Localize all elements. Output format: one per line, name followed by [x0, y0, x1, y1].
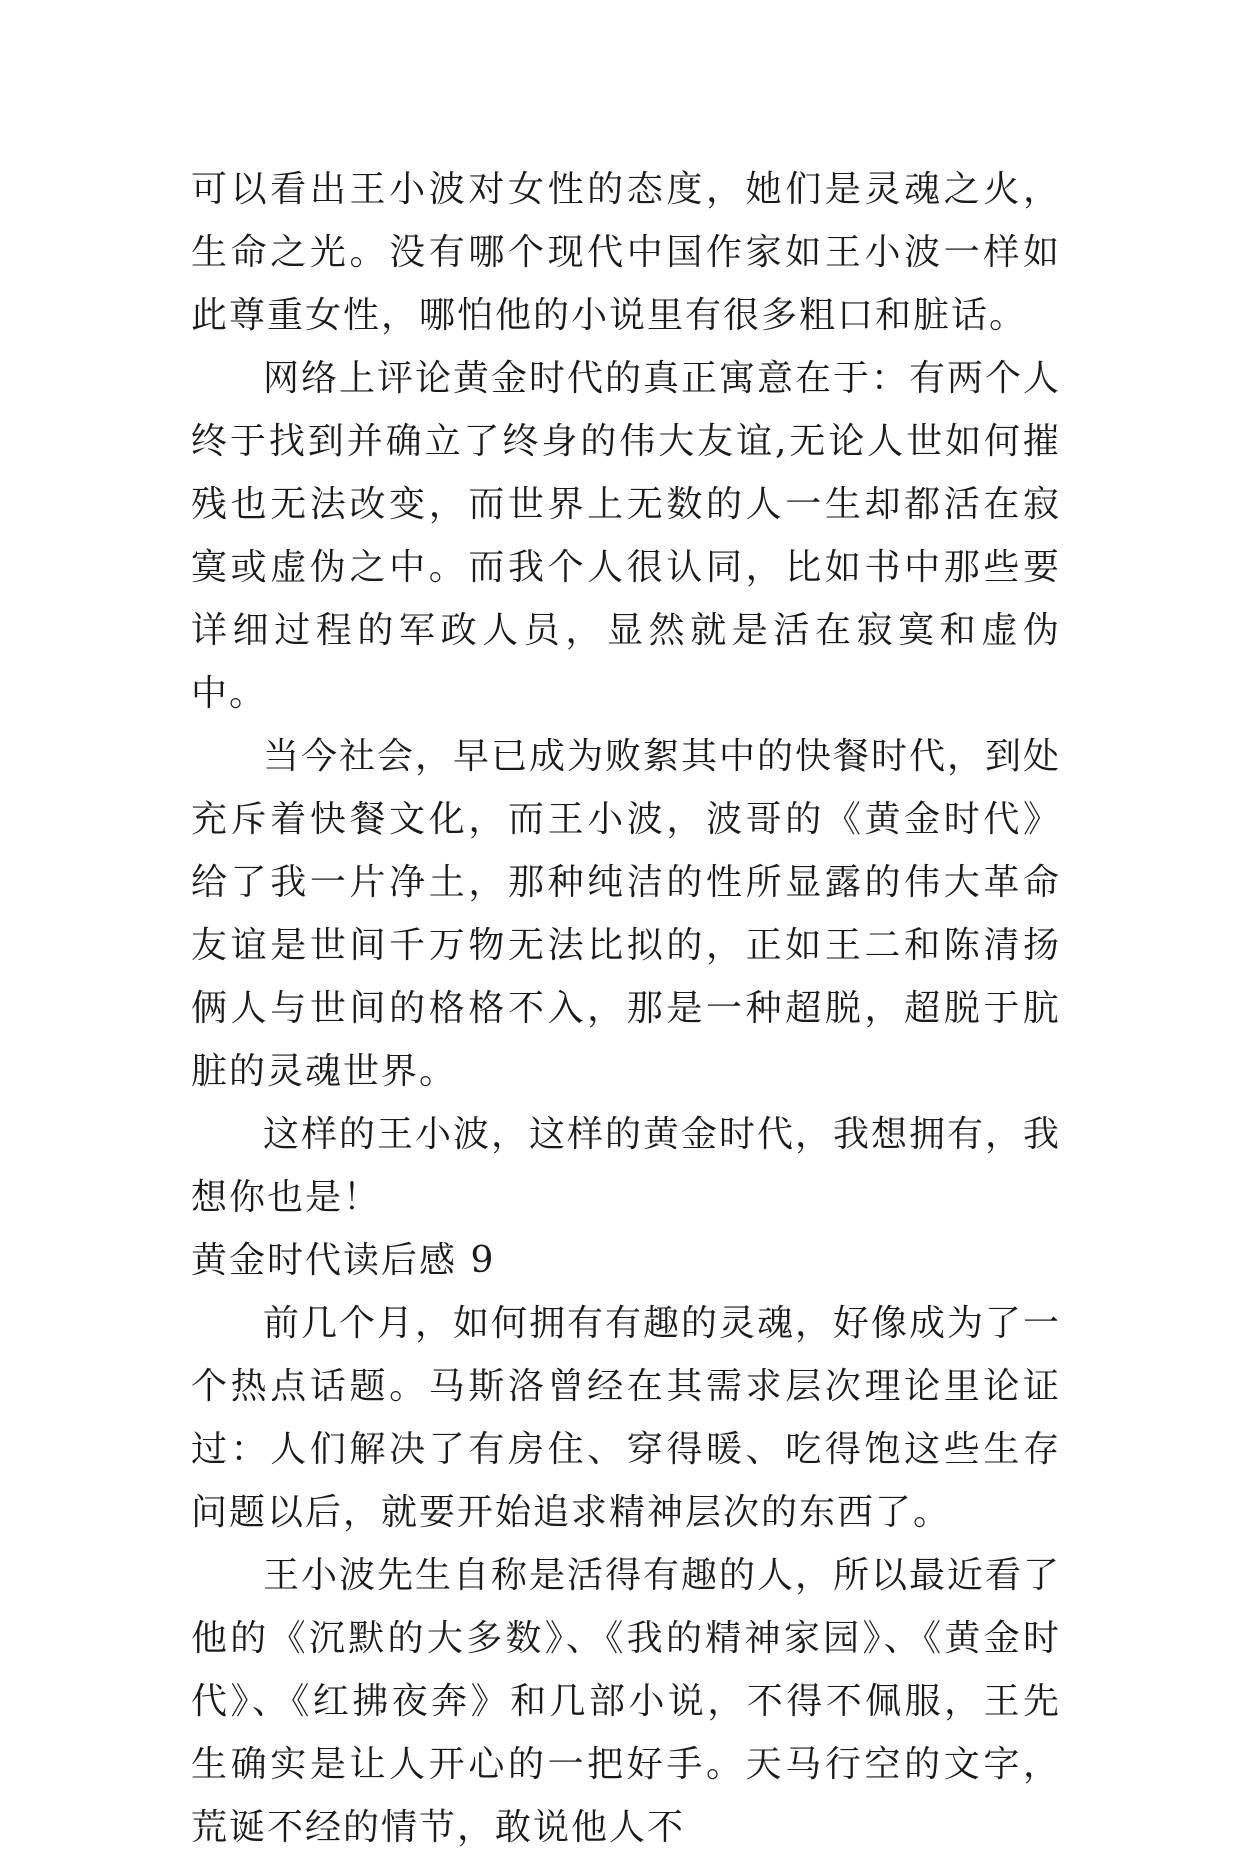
document-body: [191, 158, 1061, 1859]
paragraph-conclusion: 这样的王小波，这样的黄金时代，我想拥有，我想你也是！: [191, 1114, 1062, 1218]
paragraph-continuation: 可以看出王小波对女性的态度，她们是灵魂之火，生命之光。没有哪个现代中国作家如王小波一样如此尊重女性，哪怕他的小说里有很多粗口和脏话。: [191, 169, 1061, 336]
section-heading: 黄金时代读后感 9: [191, 1240, 496, 1281]
paragraph-interesting-soul: 前几个月，如何拥有有趣的灵魂，好像成为了一个热点话题。马斯洛曾经在其需求层次理论里论证过：人们解决了有房住、穿得暖、吃得饱这些生存问题以后，就要开始追求精神层次的东西了。: [191, 1303, 1062, 1533]
paragraph-online-comment: 网络上评论黄金时代的真正寓意在于：有两个人终于找到并确立了终身的伟大友谊,无论人世如何摧残也无法改变，而世界上无数的人一生却都活在寂寞或虚伪之中。而我个人很认同，比如书中那些要详细过程的军政人员，显然就是活在寂寞和虚伪中。: [191, 358, 1062, 714]
paragraph-wang-xiaobo-works: 王小波先生自称是活得有趣的人，所以最近看了他的《沉默的大多数》、《我的精神家园》、《黄金时代》、《红拂夜奔》和几部小说，不得不佩服，王先生确实是让人开心的一把好手。天马行空的文字，荒诞不经的情节，敢说他人不: [191, 1555, 1062, 1848]
paragraph-fast-food-era: 当今社会，早已成为败絮其中的快餐时代，到处充斥着快餐文化，而王小波，波哥的《黄金时代》给了我一片净土，那种纯洁的性所显露的伟大革命友谊是世间千万物无法比拟的，正如王二和陈清扬俩人与世间的格格不入，那是一种超脱，超脱于肮脏的灵魂世界。: [191, 736, 1062, 1092]
